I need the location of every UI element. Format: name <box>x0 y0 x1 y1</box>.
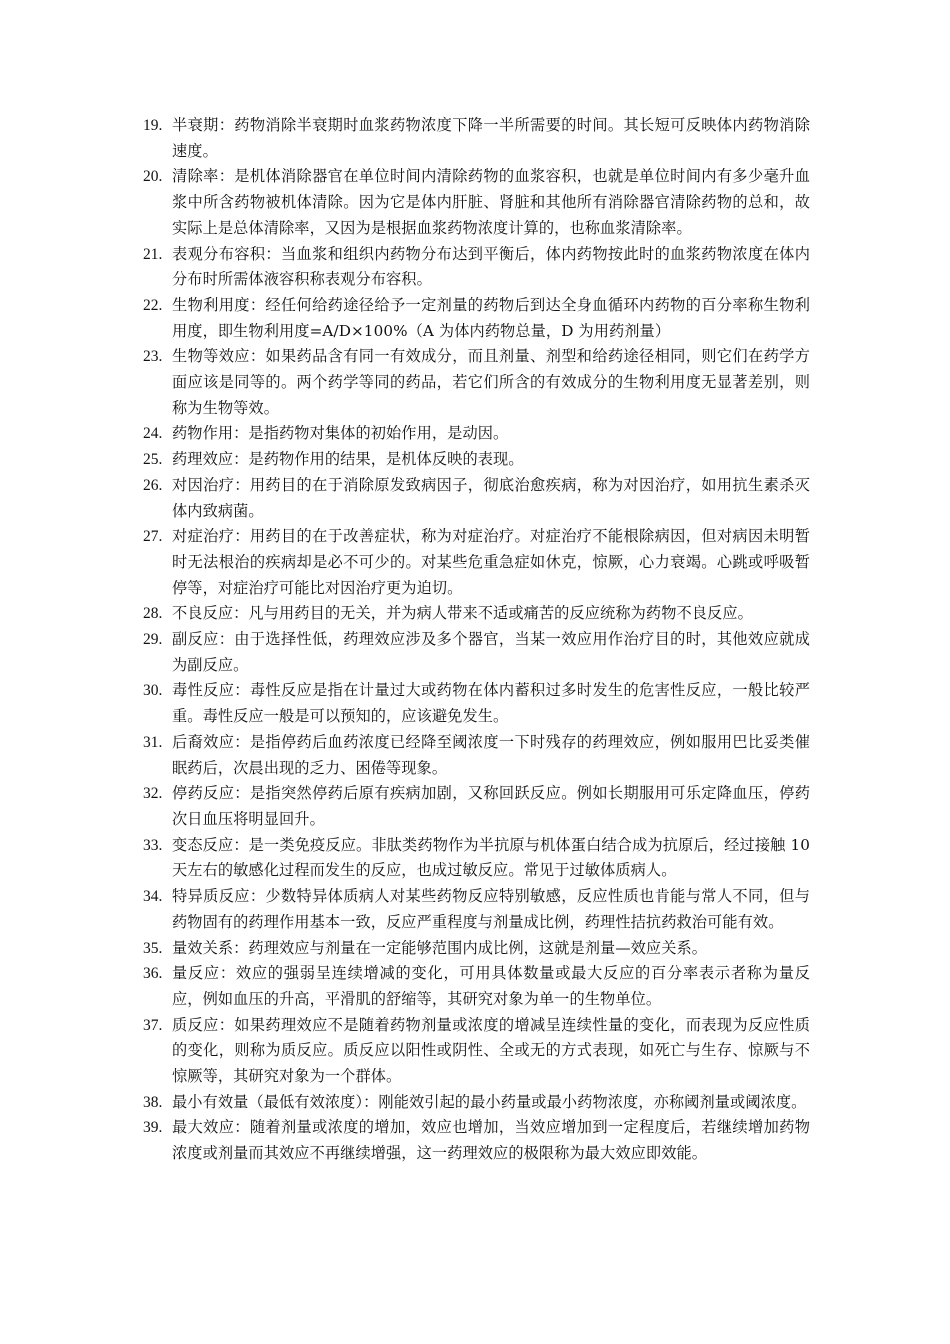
definition-item <box>143 730 810 781</box>
item-number: 30. <box>143 682 163 700</box>
definition-item <box>143 601 810 627</box>
item-number: 19. <box>143 117 163 134</box>
definition-item <box>143 113 810 164</box>
definition-item <box>143 293 810 344</box>
item-number: 28. <box>143 605 163 623</box>
item-text: 特异质反应：少数特异体质病人对某些药物反应特别敏感，反应性质也肯能与常人不同，但与药物固有的药理作用基本一致，反应严重程度与剂量成比例，药理性拮抗药救治可能有效。 <box>172 887 810 931</box>
item-text: 对症治疗：用药目的在于改善症状，称为对症治疗。对症治疗不能根除病因，但对病因未明暂时无法根治的疾病却是必不可少的。对某些危重急症如休克，惊厥，心力衰竭。心跳或呼吸暂停等，对症治疗可能比对因治疗更为迫切。 <box>172 527 810 597</box>
definition-item <box>143 961 810 1012</box>
item-number: 37. <box>143 1016 163 1034</box>
item-text: 对因治疗：用药目的在于消除原发致病因子，彻底治愈疾病，称为对因治疗，如用抗生素杀灭体内致病菌。 <box>172 475 810 520</box>
definition-item <box>143 833 810 884</box>
item-number: 39. <box>143 1119 163 1137</box>
definition-item <box>143 1090 810 1116</box>
item-number: 27. <box>143 528 163 546</box>
item-text: 质反应：如果药理效应不是随着药物剂量或浓度的增减呈连续性量的变化，而表现为反应性质的变化，则称为质反应。质反应以阳性或阴性、全或无的方式表现，如死亡与生存、惊厥与不惊厥等，其研究对象为一个群体。 <box>172 1015 810 1086</box>
item-text: 副反应：由于选择性低，药理效应涉及多个器官，当某一效应用作治疗目的时，其他效应就成为副反应。 <box>172 630 810 674</box>
item-text: 停药反应：是指突然停药后原有疾病加剧，又称回跃反应。例如长期服用可乐定降血压，停药次日血压将明显回升。 <box>172 784 810 828</box>
item-text: 量效关系：药理效应与剂量在一定能够范围内成比例，这就是剂量—效应关系。 <box>172 938 708 957</box>
definition-item <box>143 678 810 729</box>
item-number: 22. <box>143 296 163 314</box>
item-number: 36. <box>143 965 163 983</box>
item-number: 38. <box>143 1093 163 1111</box>
item-text: 药理效应：是药物作用的结果，是机体反映的表现。 <box>172 450 524 469</box>
definition-item <box>143 421 810 447</box>
item-number: 35. <box>143 939 163 957</box>
item-text: 变态反应：是一类免疫反应。非肽类药物作为半抗原与机体蛋白结合成为抗原后，经过接触 10 天左右的敏感化过程而发生的反应，也成过敏反应。常见于过敏体质病人。 <box>172 835 810 880</box>
definition-item <box>143 627 810 678</box>
item-text: 毒性反应：毒性反应是指在计量过大或药物在体内蓄积过多时发生的危害性反应，一般比较严重。毒性反应一般是可以预知的，应该避免发生。 <box>172 681 810 726</box>
definition-item <box>143 884 810 935</box>
item-text: 量反应：效应的强弱呈连续增减的变化，可用具体数量或最大反应的百分率表示者称为量反应，例如血压的升高，平滑肌的舒缩等，其研究对象为单一的生物单位。 <box>172 964 810 1008</box>
definition-item <box>143 447 810 473</box>
definition-item <box>143 242 810 293</box>
item-text: 药物作用：是指药物对集体的初始作用，是动因。 <box>172 424 509 443</box>
definition-item <box>143 1013 810 1090</box>
item-number: 24. <box>143 425 163 443</box>
item-number: 34. <box>143 888 163 906</box>
definition-item <box>143 1115 810 1166</box>
item-text: 后裔效应：是指停药后血药浓度已经降至阈浓度一下时残存的药理效应，例如服用巴比妥类催眠药后，次晨出现的乏力、困倦等现象。 <box>172 732 810 777</box>
document-page <box>143 113 810 1167</box>
definition-item <box>143 524 810 601</box>
item-number: 21. <box>143 245 163 263</box>
definition-item <box>143 781 810 832</box>
item-number: 31. <box>143 733 163 751</box>
item-number: 26. <box>143 476 163 494</box>
item-text: 清除率：是机体消除器官在单位时间内清除药物的血浆容积，也就是单位时间内有多少毫升血浆中所含药物被机体清除。因为它是体内肝脏、肾脏和其他所有消除器官清除药物的总和，故实际上是总体清除率，又因为是根据血浆药物浓度计算的，也称血浆清除率。 <box>172 167 810 237</box>
definition-item <box>143 936 810 962</box>
item-text: 半衰期：药物消除半衰期时血浆药物浓度下降一半所需要的时间。其长短可反映体内药物消除速度。 <box>172 116 810 160</box>
definition-item <box>143 473 810 524</box>
item-number: 33. <box>143 836 163 854</box>
item-text: 生物等效应：如果药品含有同一有效成分，而且剂量、剂型和给药途径相同，则它们在药学方面应该是同等的。两个药学等同的药品，若它们所含的有效成分的生物利用度无显著差别，则称为生物等效。 <box>172 347 810 417</box>
item-text: 最小有效量（最低有效浓度）：刚能效引起的最小药量或最小药物浓度，亦称阈剂量或阈浓度。 <box>172 1092 807 1111</box>
item-text: 表观分布容积：当血浆和组织内药物分布达到平衡后，体内药物按此时的血浆药物浓度在体内分布时所需体液容积称表观分布容积。 <box>172 244 810 289</box>
item-text: 不良反应：凡与用药目的无关，并为病人带来不适或痛苦的反应统称为药物不良反应。 <box>172 604 753 623</box>
definition-item <box>143 344 810 421</box>
item-text: 生物利用度：经任何给药途径给予一定剂量的药物后到达全身血循环内药物的百分率称生物利用度，即生物利用度=A/D×100%（A 为体内药物总量，D 为用药剂量） <box>172 295 810 340</box>
item-number: 32. <box>143 785 163 803</box>
item-number: 25. <box>143 451 163 469</box>
item-number: 20. <box>143 168 163 186</box>
item-number: 23. <box>143 348 163 366</box>
item-text: 最大效应：随着剂量或浓度的增加，效应也增加，当效应增加到一定程度后，若继续增加药物浓度或剂量而其效应不再继续增强，这一药理效应的极限称为最大效应即效能。 <box>172 1118 810 1163</box>
item-number: 29. <box>143 631 163 649</box>
definition-item <box>143 164 810 241</box>
